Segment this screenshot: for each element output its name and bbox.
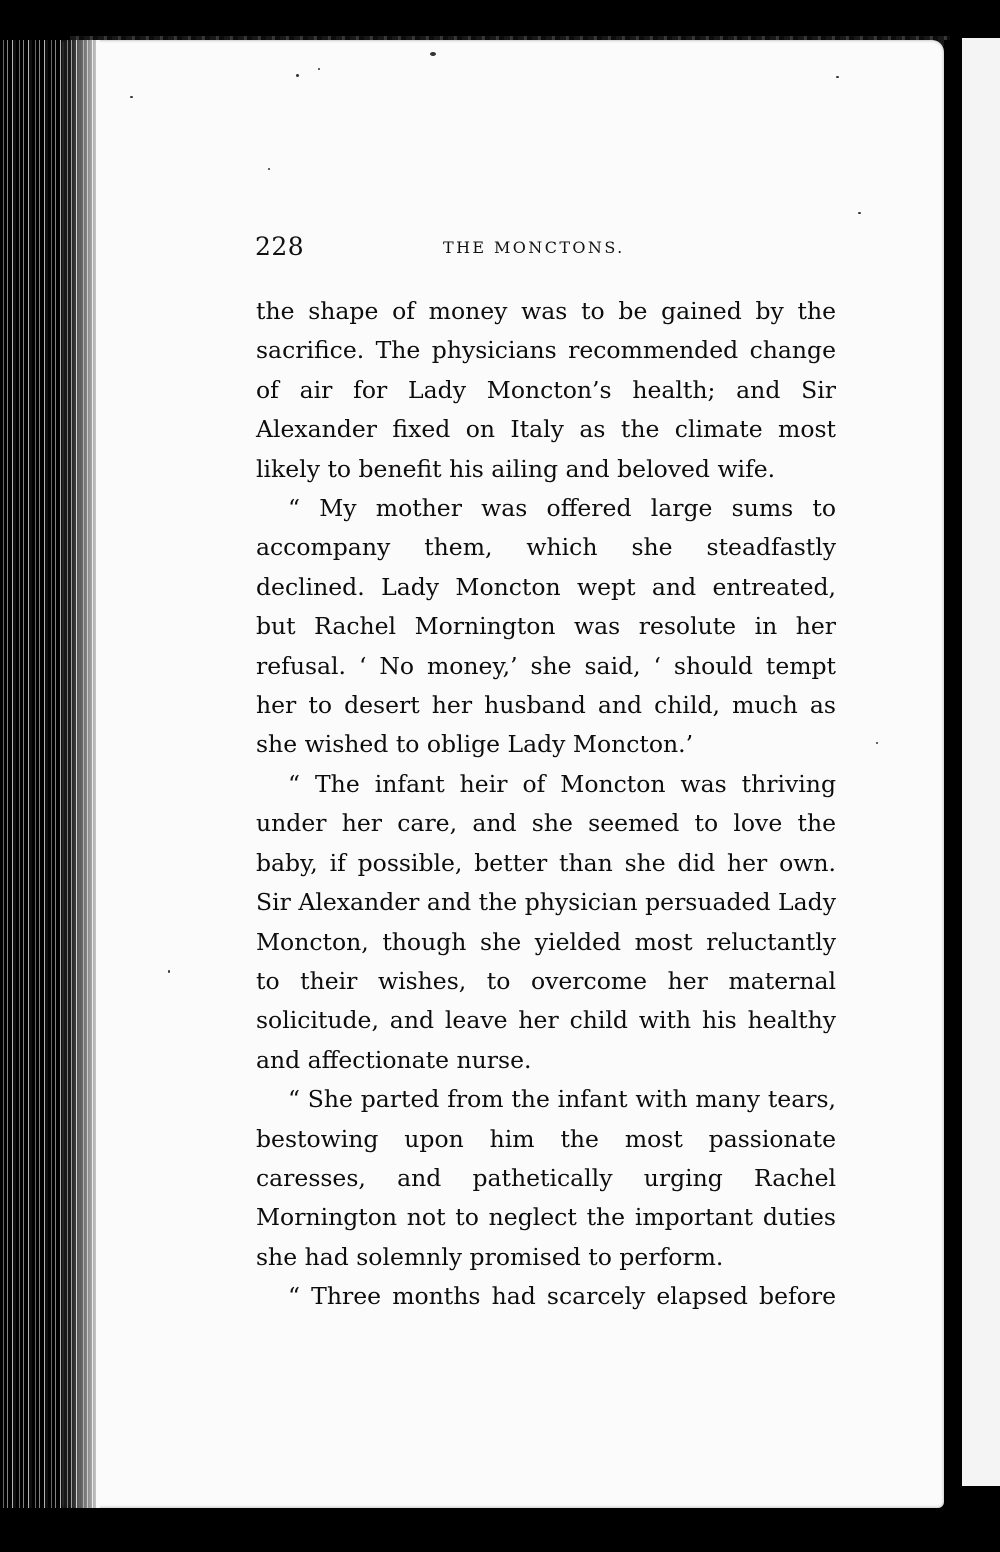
paragraph: “ My mother was offered large sums to accompany them, which she steadfastly declined. Lady Moncton wept and entreated, but Rachel Mornington was resolute in her refusal. ‘ No money,’ she said, ‘ should tempt her to desert her husband and child, much as she wished to oblige Lady Moncton.’ xyxy=(256,494,836,759)
gutter-fade xyxy=(70,40,100,1508)
page-right-shadow xyxy=(944,40,962,1508)
body-text xyxy=(256,292,836,1317)
page-number: 228 xyxy=(255,232,305,261)
paragraph: “ The infant heir of Moncton was thriving under her care, and she seemed to love the baby, if possible, better than she did her own. Sir Alexander and the physician persuaded Lady Moncton, though she yielded most reluctantly to their wishes, to overcome her maternal solicitude, and leave her child with his healthy and affectionate nurse. xyxy=(256,769,836,1074)
facing-page-edge xyxy=(962,38,1000,1486)
paragraph: “ She parted from the infant with many tears, bestowing upon him the most passionate caresses, and pathetically urging Rachel Mornington not to neglect the important duties she had solemnly promised to perform. xyxy=(256,1085,836,1271)
page-header xyxy=(255,232,835,268)
paragraph: “ Three months had scarcely elapsed before xyxy=(288,1282,836,1311)
running-title: THE MONCTONS. xyxy=(443,238,625,257)
paragraph: the shape of money was to be gained by the sacrifice. The physicians recommended change of air for Lady Moncton’s health; and Sir Alexander fixed on Italy as the climate most likely to benefit his ailing and beloved wife. xyxy=(256,297,836,483)
